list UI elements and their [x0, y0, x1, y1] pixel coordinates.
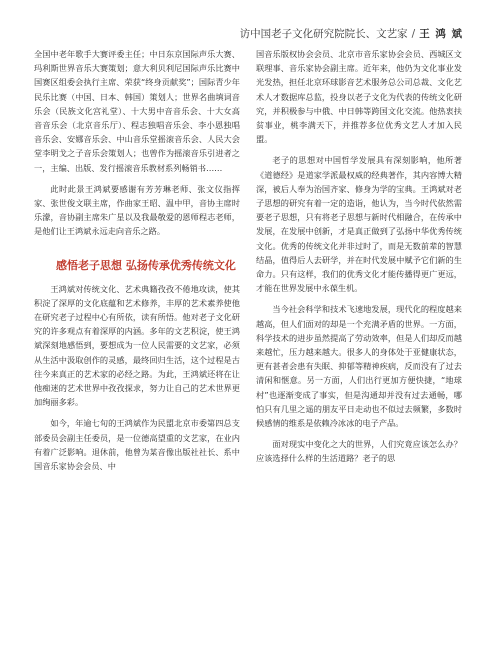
- paragraph: 老子的思想对中国哲学发展具有深刻影响，他所著《道德经》是道家学派最权威的经典著作，其内容博大精深，被后人奉为治国齐家、修身为学的宝典。王鸿斌对老子思想的研究有着一定的造诣，他认为，当今时代依然需要老子思想，只有将老子思想与新时代相融合，在传承中发展，在发展中创新，才是真正做到了弘扬中华优秀传统文化。优秀的传统文化并非过时了，而是无数前辈的智慧结晶，值得后人去研学，并在时代发展中赋予它们新的生命力。只有这样，我们的优秀文化才能传播得更广更远，才能在世界发展中永葆生机。: [256, 155, 462, 294]
- left-column: [34, 47, 240, 473]
- paragraph: 全国中老年歌手大赛评委主任；中日东京国际声乐大赛、玛利斯世界音乐大赛策划；意大利贝利尼国际声乐比赛中国赛区组委会执行主席、荣获“终身贡献奖”；国际青少年民乐比赛（中国、日本、韩国）策划人；世界名曲填词音乐会（民族文化宫礼堂）、十大男中音音乐会、十大女高音音乐会（北京音乐厅）、程志独唱音乐会、李小恩独唱音乐会、安娜音乐会、中山音乐堂摇滚音乐会、人民大会堂李明戈之子音乐会策划人；也曾作为摇滚音乐引进者之一，主编、出版、发行摇滚音乐教材系列畅销书……: [34, 49, 240, 173]
- paragraph: 王鸿斌对传统文化、艺术典籍孜孜不倦地攻读，使其积淀了深厚的文化底蕴和艺术修养，丰厚的艺术素养使他在研究老子过程中心有所依，读有所悟。他对老子文化研究的许多观点有着深厚的内涵。多年的文艺积淀，使王鸿斌深刻地感悟到，要想成为一位人民需要的文艺家，必须从生活中汲取创作的灵感，最终回归生活，这个过程是古往今来真正的艺术家的必经之路。为此，王鸿斌还将在让他痴迷的艺术世界中孜孜探求，努力让自己的艺术世界更加绚丽多彩。: [34, 283, 240, 408]
- header-separator: /: [411, 28, 416, 40]
- paragraph: 如今，年逾七旬的王鸿斌作为民盟北京市委第四总支部委员会副主任委员，是一位德高望重的文艺家，在业内有着广泛影响。退休前，他曾为某音像出版社社长、系中国音乐家协会会员、中: [34, 418, 240, 472]
- paragraph: 国音乐版权协会会员、北京市音乐家协会会员、西城区文联理事、音乐家协会副主席。近年来，他仍为文化事业发光发热，担任北京环球影音艺术服务总公司总裁、文化艺术人才数据库总监，投身以老子文化为代表的传统文化研究，并积极参与中俄、中日韩等跨国文化交流。他热衷扶贫事业，桃李满天下，并推荐多位优秀文艺人才加入民盟。: [256, 49, 462, 145]
- header-title: 访中国老子文化研究院院长、文艺家: [239, 28, 408, 40]
- right-column: [256, 47, 462, 466]
- paragraph: 当今社会科学和技术飞速地发展，现代化的程度越来越高，但人们面对的却是一个充满矛盾的世界。一方面，科学技术的进步虽然提高了劳动效率，但是人们却反而越来越忙，压力越来越大。很多人的身体处于亚健康状态，更有甚者会患有失眠、抑郁等精神疾病，反而没有了过去清闲和惬意。另一方面，人们出行更加方便快捷，“地球村”也逐渐变成了事实，但是沟通却并没有过去通畅，哪怕只有几里之遥的朋友平日走动也不似过去频繁，多数时候感情的维系是依赖冷冰冰的电子产品。: [256, 304, 462, 429]
- page-header: [0, 0, 497, 44]
- running-header: [240, 26, 463, 41]
- paragraph: 此时此景王鸿斌要感谢有芳芳琳老师、张文仪指挥家、张世俊文联主席，作曲家王昭、温中甲，音协主席时乐濛，音协副主席朱广星以及我最敬爱的恩师程志老师，是他们让王鸿斌永远走向音乐之路。: [34, 183, 240, 237]
- section-title: 感悟老子思想 弘扬传承优秀传统文化: [56, 258, 236, 272]
- paragraph: 面对现实中变化之大的世界，人们究竟应该怎么办？应该选择什么样的生活道路？老子的思: [256, 439, 462, 464]
- header-name: 王 鸿 斌: [419, 28, 463, 40]
